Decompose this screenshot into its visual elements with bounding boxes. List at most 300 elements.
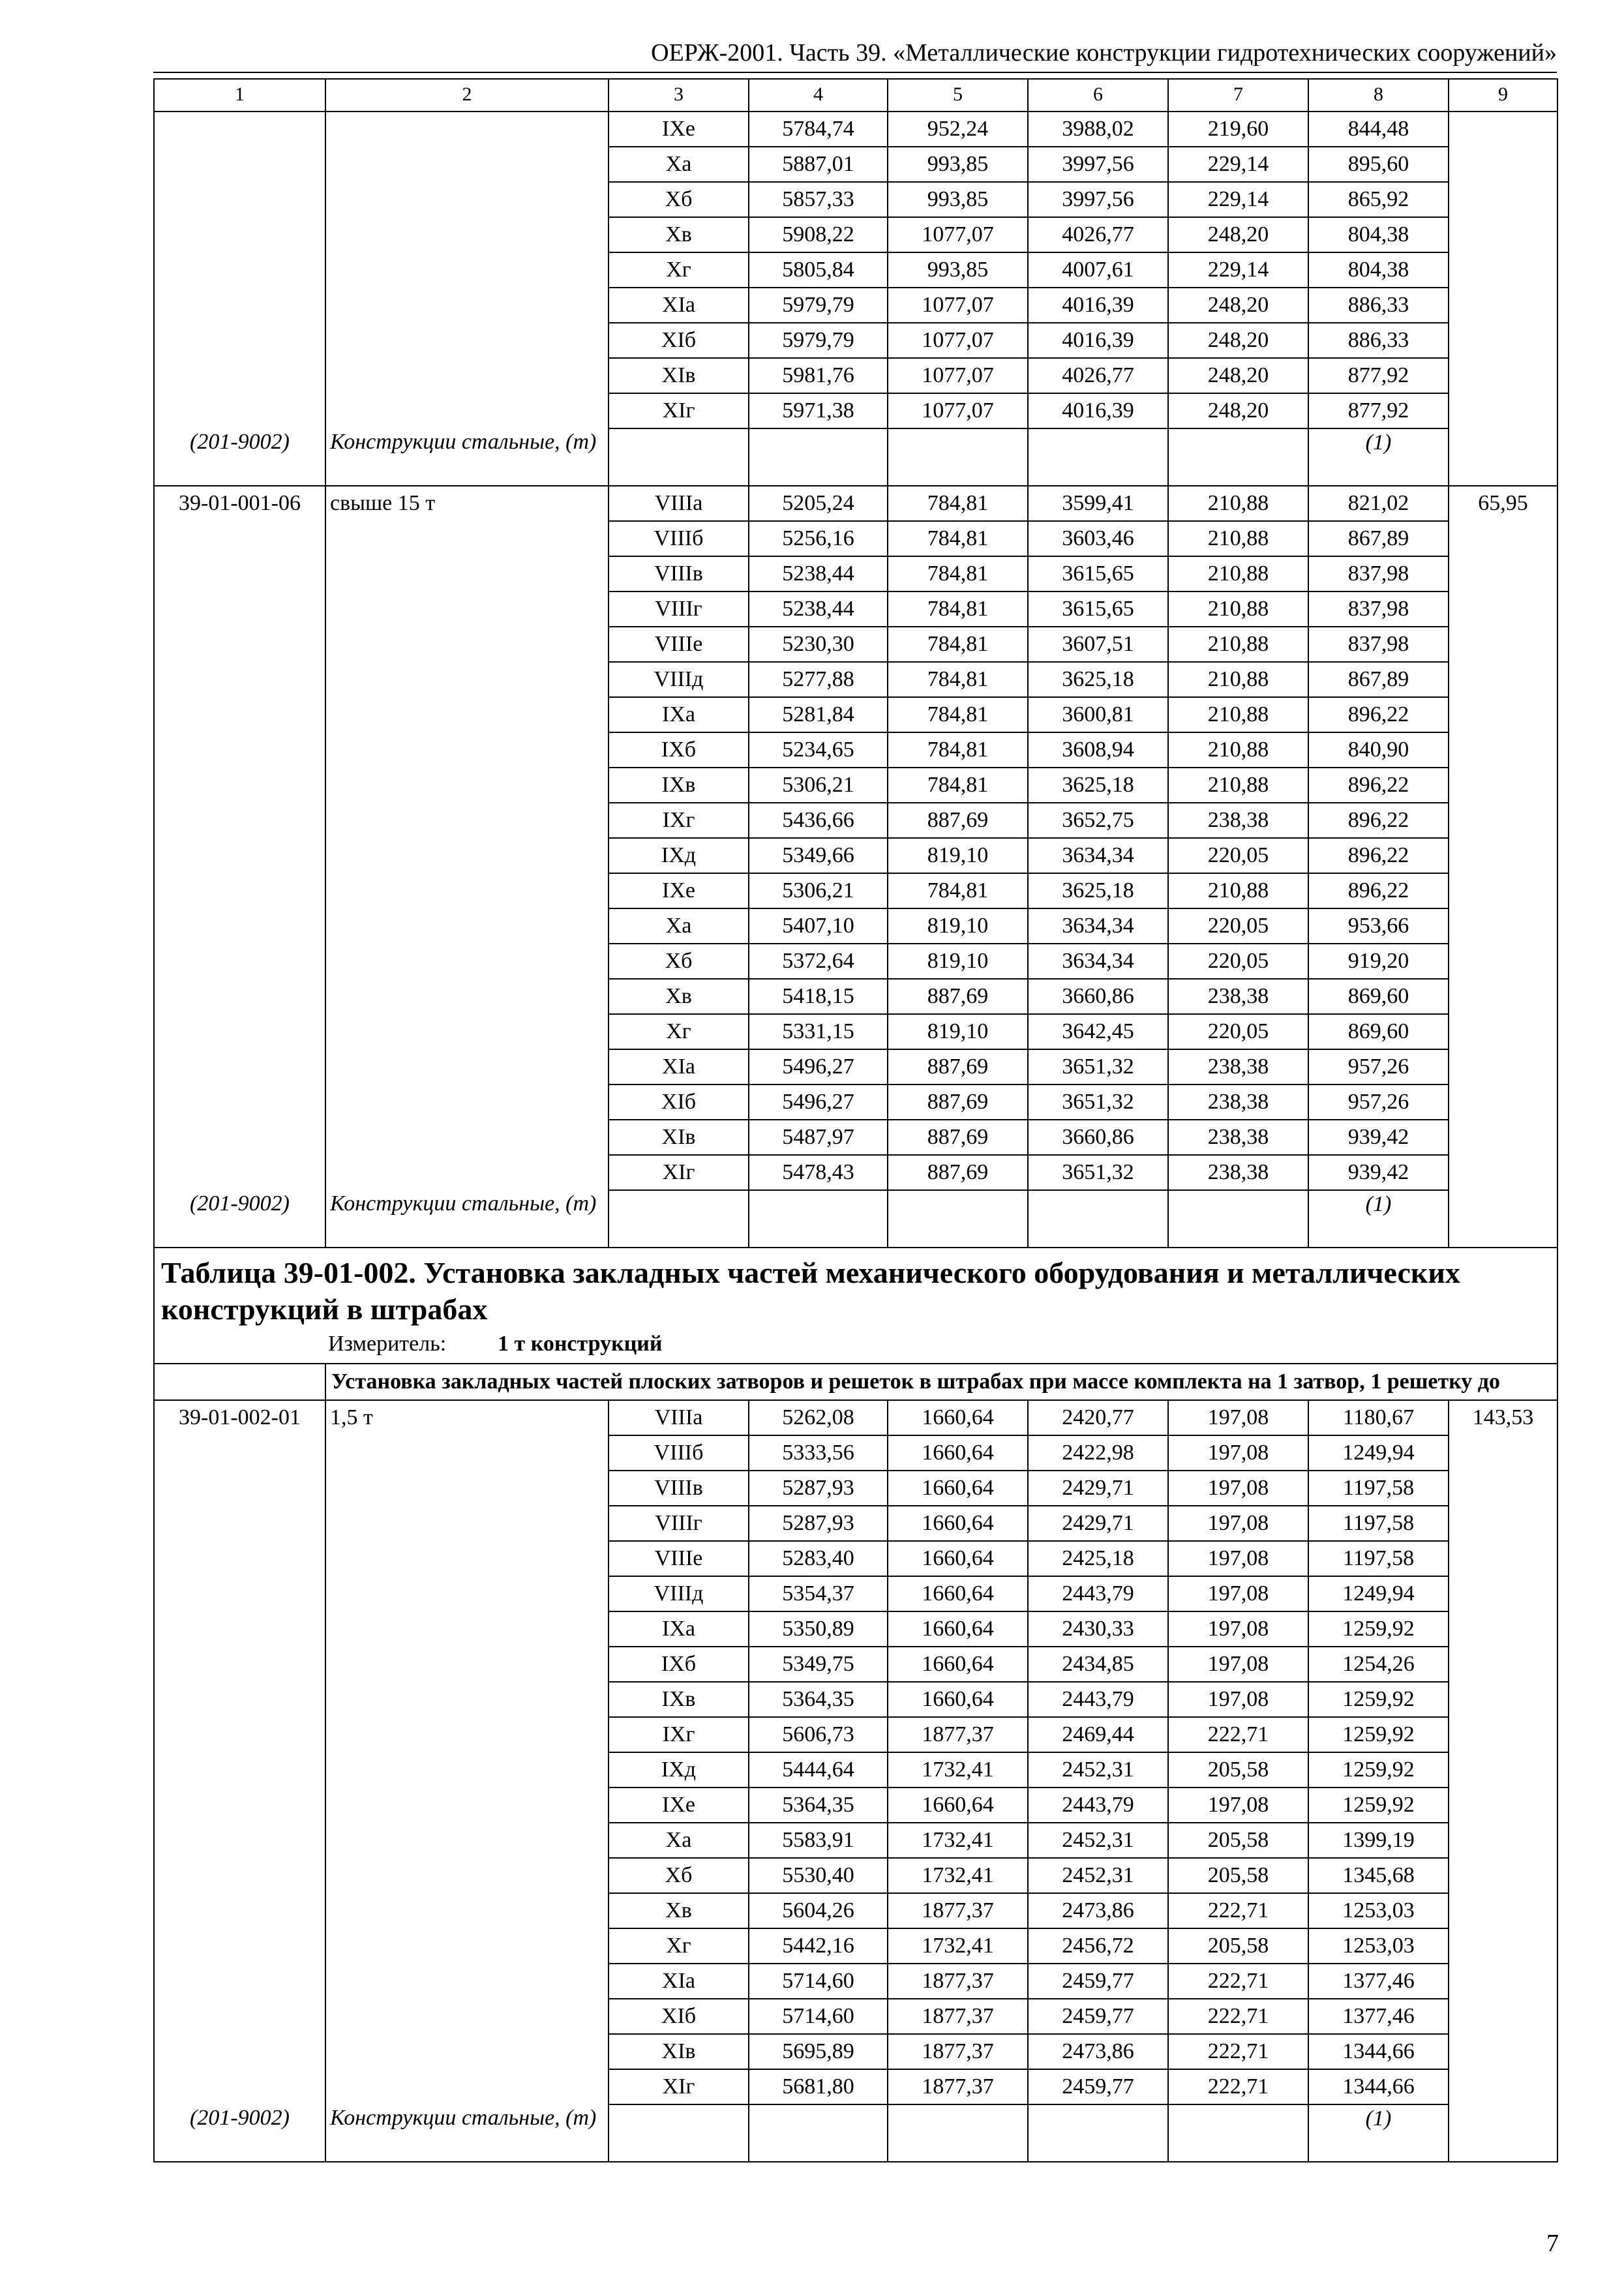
resource-group: VIIIа: [609, 1400, 749, 1435]
machine-cost: 3599,41: [1028, 486, 1168, 521]
wage-cost: 887,69: [888, 803, 1028, 838]
wage-cost: 1732,41: [888, 1823, 1028, 1858]
resource-group: Xб: [609, 944, 749, 979]
wage-cost: 1660,64: [888, 1647, 1028, 1682]
driver-wage: 229,14: [1168, 147, 1308, 182]
material-cost: 1197,58: [1308, 1541, 1449, 1576]
labor-cost: [1449, 1893, 1557, 1928]
driver-wage: 248,20: [1168, 393, 1308, 428]
machine-cost: 3603,46: [1028, 521, 1168, 556]
rate-code: [154, 1647, 325, 1682]
table-row: [154, 1893, 1557, 1928]
table-row: [154, 1400, 1557, 1435]
rate-code: [154, 2069, 325, 2104]
material-cost: 953,66: [1308, 908, 1449, 944]
empty-cell: [888, 2104, 1028, 2162]
rate-code: [154, 838, 325, 873]
machine-cost: 2452,31: [1028, 1823, 1168, 1858]
rate-name: [325, 908, 609, 944]
machine-cost: 4016,39: [1028, 288, 1168, 323]
material-cost: 865,92: [1308, 182, 1449, 217]
resource-name: Конструкции стальные, (т): [325, 2104, 609, 2162]
driver-wage: 197,08: [1168, 1611, 1308, 1647]
material-cost: 896,22: [1308, 803, 1449, 838]
column-number: 9: [1449, 79, 1557, 112]
wage-cost: 1877,37: [888, 2034, 1028, 2069]
rate-code: [154, 1823, 325, 1858]
direct-cost: 5407,10: [749, 908, 888, 944]
resource-group: IXд: [609, 1752, 749, 1788]
direct-cost: 5234,65: [749, 732, 888, 768]
direct-cost: 5331,15: [749, 1014, 888, 1049]
machine-cost: 2422,98: [1028, 1435, 1168, 1471]
resource-quantity: (1): [1308, 2104, 1449, 2162]
driver-wage: 197,08: [1168, 1682, 1308, 1717]
material-cost: 821,02: [1308, 486, 1449, 521]
table-row: [154, 1647, 1557, 1682]
wage-cost: 993,85: [888, 147, 1028, 182]
material-cost: 1344,66: [1308, 2034, 1449, 2069]
rate-name: [325, 1647, 609, 1682]
rate-code: [154, 908, 325, 944]
material-cost: 896,22: [1308, 768, 1449, 803]
rate-code: [154, 112, 325, 147]
labor-cost: [1449, 591, 1557, 627]
direct-cost: 5436,66: [749, 803, 888, 838]
wage-cost: 1660,64: [888, 1682, 1028, 1717]
rate-name: [325, 662, 609, 697]
material-cost: 837,98: [1308, 627, 1449, 662]
machine-cost: 3625,18: [1028, 662, 1168, 697]
driver-wage: 210,88: [1168, 627, 1308, 662]
rate-code: [154, 732, 325, 768]
resource-quantity: (1): [1308, 428, 1449, 486]
machine-cost: 3625,18: [1028, 768, 1168, 803]
resource-row: [154, 2104, 1557, 2162]
table-row: [154, 288, 1557, 323]
wage-cost: 1877,37: [888, 2069, 1028, 2104]
direct-cost: 5887,01: [749, 147, 888, 182]
driver-wage: 248,20: [1168, 288, 1308, 323]
column-number-row: [154, 79, 1557, 112]
rate-code: [154, 358, 325, 393]
resource-group: IXд: [609, 838, 749, 873]
rate-name: [325, 1752, 609, 1788]
rate-name: [325, 1858, 609, 1893]
resource-group: IXг: [609, 1717, 749, 1752]
labor-cost: [1449, 803, 1557, 838]
rate-code: [154, 1717, 325, 1752]
rate-name: [325, 1893, 609, 1928]
rate-code: 39-01-001-06: [154, 486, 325, 521]
table-row: [154, 732, 1557, 768]
labor-cost: [1449, 1049, 1557, 1085]
table-row: [154, 1717, 1557, 1752]
rate-name: [325, 1541, 609, 1576]
rate-code: [154, 873, 325, 908]
machine-cost: 3660,86: [1028, 979, 1168, 1014]
material-cost: 1180,67: [1308, 1400, 1449, 1435]
wage-cost: 1877,37: [888, 1964, 1028, 1999]
table-row: [154, 697, 1557, 732]
labor-cost: [1449, 1999, 1557, 2034]
driver-wage: 229,14: [1168, 252, 1308, 288]
empty-cell: [749, 428, 888, 486]
direct-cost: 5857,33: [749, 182, 888, 217]
material-cost: 896,22: [1308, 697, 1449, 732]
rate-code: [154, 252, 325, 288]
wage-cost: 887,69: [888, 1085, 1028, 1120]
rate-code: [154, 147, 325, 182]
driver-wage: 238,38: [1168, 1155, 1308, 1190]
rate-name: [325, 556, 609, 591]
rate-code: [154, 1049, 325, 1085]
rate-name: [325, 838, 609, 873]
driver-wage: 210,88: [1168, 556, 1308, 591]
labor-cost: [1449, 979, 1557, 1014]
wage-cost: 1660,64: [888, 1435, 1028, 1471]
resource-group: XIв: [609, 1120, 749, 1155]
wage-cost: 1660,64: [888, 1471, 1028, 1506]
page-number: 7: [1546, 2230, 1559, 2257]
labor-cost: [1449, 662, 1557, 697]
wage-cost: 1660,64: [888, 1788, 1028, 1823]
wage-cost: 784,81: [888, 768, 1028, 803]
material-cost: 896,22: [1308, 838, 1449, 873]
wage-cost: 819,10: [888, 838, 1028, 873]
table-row: [154, 803, 1557, 838]
resource-quantity: (1): [1308, 1190, 1449, 1248]
rate-code: [154, 217, 325, 252]
direct-cost: 5333,56: [749, 1435, 888, 1471]
rate-code: [154, 556, 325, 591]
rate-code: 39-01-002-01: [154, 1400, 325, 1435]
column-number: 8: [1308, 79, 1449, 112]
labor-cost: [1449, 323, 1557, 358]
labor-cost: [1449, 1647, 1557, 1682]
direct-cost: 5306,21: [749, 873, 888, 908]
table-row: [154, 1928, 1557, 1964]
table-row: [154, 1999, 1557, 2034]
table-row: [154, 1823, 1557, 1858]
material-cost: 886,33: [1308, 288, 1449, 323]
table-row: [154, 908, 1557, 944]
direct-cost: 5530,40: [749, 1858, 888, 1893]
labor-cost: [1449, 1506, 1557, 1541]
resource-group: VIIIд: [609, 1576, 749, 1611]
rate-code: [154, 803, 325, 838]
rates-table: [153, 78, 1558, 2162]
driver-wage: 222,71: [1168, 2069, 1308, 2104]
direct-cost: 5287,93: [749, 1471, 888, 1506]
driver-wage: 222,71: [1168, 1717, 1308, 1752]
rate-code: [154, 1506, 325, 1541]
resource-group: XIг: [609, 2069, 749, 2104]
rate-code: [154, 2034, 325, 2069]
table-row: [154, 1471, 1557, 1506]
table-row: [154, 147, 1557, 182]
machine-cost: 3600,81: [1028, 697, 1168, 732]
labor-cost: [1449, 358, 1557, 393]
driver-wage: 197,08: [1168, 1506, 1308, 1541]
resource-code: (201-9002): [154, 428, 325, 486]
wage-cost: 993,85: [888, 252, 1028, 288]
driver-wage: 238,38: [1168, 979, 1308, 1014]
machine-cost: 2459,77: [1028, 1999, 1168, 2034]
empty-cell: [888, 428, 1028, 486]
rate-code: [154, 1435, 325, 1471]
resource-row: [154, 428, 1557, 486]
empty-cell: [1168, 428, 1308, 486]
table-row: [154, 112, 1557, 147]
direct-cost: 5444,64: [749, 1752, 888, 1788]
direct-cost: 5478,43: [749, 1155, 888, 1190]
labor-cost: [1449, 288, 1557, 323]
material-cost: 957,26: [1308, 1049, 1449, 1085]
rate-name: [325, 1049, 609, 1085]
driver-wage: 205,58: [1168, 1928, 1308, 1964]
driver-wage: 197,08: [1168, 1541, 1308, 1576]
direct-cost: 5372,64: [749, 944, 888, 979]
column-number: 5: [888, 79, 1028, 112]
driver-wage: 205,58: [1168, 1823, 1308, 1858]
resource-group: Xб: [609, 1858, 749, 1893]
table-row: [154, 1788, 1557, 1823]
resource-code: (201-9002): [154, 2104, 325, 2162]
rate-name: [325, 1823, 609, 1858]
resource-group: VIIIб: [609, 521, 749, 556]
rate-code: [154, 979, 325, 1014]
empty-cell: [1168, 2104, 1308, 2162]
rate-name: [325, 1964, 609, 1999]
rate-name: [325, 1788, 609, 1823]
driver-wage: 210,88: [1168, 697, 1308, 732]
empty-cell: [749, 1190, 888, 1248]
machine-cost: 2443,79: [1028, 1788, 1168, 1823]
driver-wage: 205,58: [1168, 1858, 1308, 1893]
rate-code: [154, 1576, 325, 1611]
rate-name: [325, 979, 609, 1014]
rate-name: [325, 1120, 609, 1155]
wage-cost: 1660,64: [888, 1576, 1028, 1611]
meter-line: [161, 1330, 1550, 1358]
subheading: Установка закладных частей плоских затворов и решеток в штрабах при массе комплекта на 1 затвор, 1 решетку до: [325, 1364, 1557, 1400]
driver-wage: 197,08: [1168, 1471, 1308, 1506]
resource-group: IXв: [609, 1682, 749, 1717]
rate-name: [325, 1682, 609, 1717]
resource-group: Xв: [609, 1893, 749, 1928]
table-row: [154, 1014, 1557, 1049]
driver-wage: 210,88: [1168, 732, 1308, 768]
machine-cost: 2429,71: [1028, 1471, 1168, 1506]
wage-cost: 819,10: [888, 1014, 1028, 1049]
material-cost: 844,48: [1308, 112, 1449, 147]
machine-cost: 2420,77: [1028, 1400, 1168, 1435]
direct-cost: 5262,08: [749, 1400, 888, 1435]
driver-wage: 220,05: [1168, 838, 1308, 873]
machine-cost: 4026,77: [1028, 217, 1168, 252]
wage-cost: 1732,41: [888, 1928, 1028, 1964]
direct-cost: 5349,75: [749, 1647, 888, 1682]
rate-name: [325, 768, 609, 803]
resource-group: Xа: [609, 908, 749, 944]
wage-cost: 887,69: [888, 979, 1028, 1014]
wage-cost: 887,69: [888, 1049, 1028, 1085]
driver-wage: 220,05: [1168, 908, 1308, 944]
subheading-row: [154, 1364, 1557, 1400]
rate-name: [325, 1435, 609, 1471]
rate-code: [154, 182, 325, 217]
rate-name: [325, 1155, 609, 1190]
material-cost: 896,22: [1308, 873, 1449, 908]
resource-group: Xв: [609, 217, 749, 252]
direct-cost: 5418,15: [749, 979, 888, 1014]
machine-cost: 3642,45: [1028, 1014, 1168, 1049]
table-row: [154, 2034, 1557, 2069]
machine-cost: 3651,32: [1028, 1085, 1168, 1120]
table-row: [154, 591, 1557, 627]
direct-cost: 5487,97: [749, 1120, 888, 1155]
machine-cost: 2456,72: [1028, 1928, 1168, 1964]
labor-cost: [1449, 908, 1557, 944]
labor-cost: [1449, 112, 1557, 147]
machine-cost: 4016,39: [1028, 393, 1168, 428]
rate-code: [154, 627, 325, 662]
resource-group: XIа: [609, 288, 749, 323]
empty-cell: [1449, 1190, 1557, 1248]
material-cost: 837,98: [1308, 591, 1449, 627]
machine-cost: 2473,86: [1028, 1893, 1168, 1928]
rate-name: [325, 1014, 609, 1049]
labor-cost: [1449, 1085, 1557, 1120]
column-number: 6: [1028, 79, 1168, 112]
machine-cost: 2443,79: [1028, 1576, 1168, 1611]
table-row: [154, 252, 1557, 288]
material-cost: 869,60: [1308, 1014, 1449, 1049]
labor-cost: [1449, 1682, 1557, 1717]
labor-cost: [1449, 1576, 1557, 1611]
driver-wage: 248,20: [1168, 358, 1308, 393]
driver-wage: 210,88: [1168, 591, 1308, 627]
machine-cost: 2469,44: [1028, 1717, 1168, 1752]
material-cost: 1399,19: [1308, 1823, 1449, 1858]
resource-name: Конструкции стальные, (т): [325, 1190, 609, 1248]
direct-cost: 5496,27: [749, 1085, 888, 1120]
resource-group: IXе: [609, 873, 749, 908]
driver-wage: 197,08: [1168, 1788, 1308, 1823]
material-cost: 877,92: [1308, 358, 1449, 393]
material-cost: 1197,58: [1308, 1471, 1449, 1506]
table-title: Таблица 39-01-002. Установка закладных частей механического оборудования и металлических конструкций в штрабах: [161, 1256, 1460, 1326]
rate-code: [154, 1120, 325, 1155]
table-row: [154, 1506, 1557, 1541]
table-heading-row: [154, 1248, 1557, 1364]
material-cost: 895,60: [1308, 147, 1449, 182]
rate-name: [325, 627, 609, 662]
machine-cost: 2434,85: [1028, 1647, 1168, 1682]
empty-cell: [1028, 1190, 1168, 1248]
driver-wage: 197,08: [1168, 1576, 1308, 1611]
rate-code: [154, 1964, 325, 1999]
meter-value: 1 т конструкций: [498, 1332, 663, 1356]
labor-cost: [1449, 1752, 1557, 1788]
direct-cost: 5287,93: [749, 1506, 888, 1541]
resource-group: XIг: [609, 1155, 749, 1190]
driver-wage: 222,71: [1168, 1999, 1308, 2034]
direct-cost: 5971,38: [749, 393, 888, 428]
table-row: [154, 873, 1557, 908]
labor-cost: [1449, 252, 1557, 288]
labor-cost: [1449, 873, 1557, 908]
direct-cost: 5979,79: [749, 323, 888, 358]
resource-row: [154, 1190, 1557, 1248]
direct-cost: 5364,35: [749, 1682, 888, 1717]
resource-group: XIб: [609, 1085, 749, 1120]
labor-cost: [1449, 768, 1557, 803]
material-cost: 1377,46: [1308, 1964, 1449, 1999]
machine-cost: 3997,56: [1028, 147, 1168, 182]
labor-cost: [1449, 1611, 1557, 1647]
rate-code: [154, 1893, 325, 1928]
direct-cost: 5604,26: [749, 1893, 888, 1928]
resource-group: Xа: [609, 147, 749, 182]
resource-group: XIв: [609, 2034, 749, 2069]
table-row: [154, 521, 1557, 556]
material-cost: 1259,92: [1308, 1717, 1449, 1752]
labor-cost: [1449, 1858, 1557, 1893]
table-row: [154, 1155, 1557, 1190]
labor-cost: [1449, 1120, 1557, 1155]
empty-cell: [1028, 2104, 1168, 2162]
empty-cell: [749, 2104, 888, 2162]
rate-name: [325, 393, 609, 428]
resource-group: Xа: [609, 1823, 749, 1858]
table-row: [154, 1752, 1557, 1788]
driver-wage: 197,08: [1168, 1647, 1308, 1682]
labor-cost: [1449, 1471, 1557, 1506]
empty-cell: [154, 1364, 325, 1400]
driver-wage: 238,38: [1168, 803, 1308, 838]
machine-cost: 3608,94: [1028, 732, 1168, 768]
header-rule: [153, 72, 1557, 73]
table-row: [154, 1682, 1557, 1717]
direct-cost: 5230,30: [749, 627, 888, 662]
table-row: [154, 662, 1557, 697]
table-row: [154, 1049, 1557, 1085]
wage-cost: 887,69: [888, 1155, 1028, 1190]
driver-wage: 210,88: [1168, 521, 1308, 556]
direct-cost: 5364,35: [749, 1788, 888, 1823]
table-row: [154, 1541, 1557, 1576]
machine-cost: 3651,32: [1028, 1049, 1168, 1085]
table-row: [154, 217, 1557, 252]
machine-cost: 3652,75: [1028, 803, 1168, 838]
rate-name: [325, 732, 609, 768]
driver-wage: 248,20: [1168, 323, 1308, 358]
machine-cost: 2459,77: [1028, 2069, 1168, 2104]
material-cost: 1345,68: [1308, 1858, 1449, 1893]
table-row: [154, 182, 1557, 217]
rate-name: [325, 182, 609, 217]
rate-name: [325, 217, 609, 252]
machine-cost: 2443,79: [1028, 1682, 1168, 1717]
direct-cost: 5981,76: [749, 358, 888, 393]
resource-group: VIIIв: [609, 1471, 749, 1506]
machine-cost: 4016,39: [1028, 323, 1168, 358]
rate-name: [325, 944, 609, 979]
direct-cost: 5238,44: [749, 556, 888, 591]
material-cost: 957,26: [1308, 1085, 1449, 1120]
